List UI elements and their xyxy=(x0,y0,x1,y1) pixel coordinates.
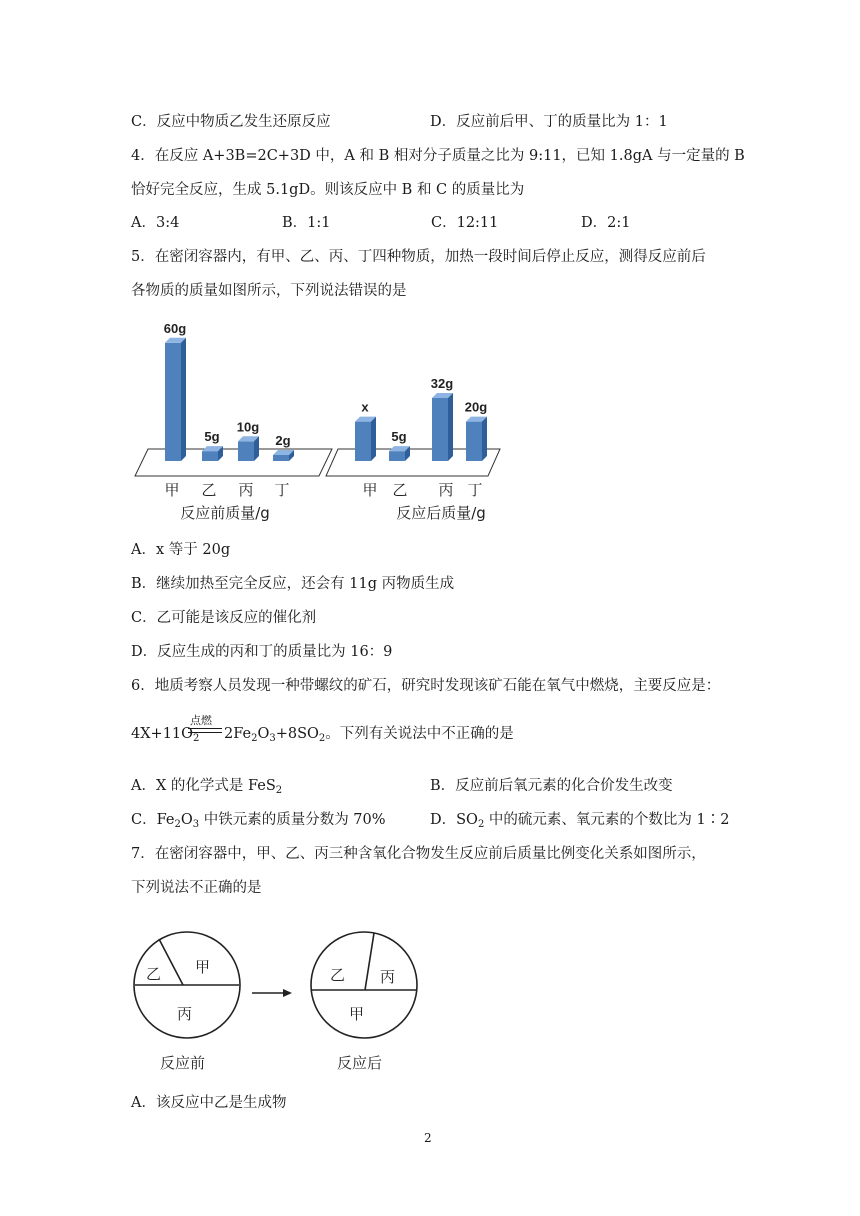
chart-0-category-0: 甲 xyxy=(164,481,180,499)
chart-0-category-1: 乙 xyxy=(201,481,217,499)
q6-option-b: B．反应前后氧元素的化合价发生改变 xyxy=(430,778,673,794)
q7-stem-line1: 7．在密闭容器中，甲、乙、丙三种含氧化合物发生反应前后质量比例变化关系如图所示， xyxy=(131,846,706,862)
chart-0-data-label-3: 2g xyxy=(275,433,291,448)
q5-option-a: A．x 等于 20g xyxy=(131,542,231,558)
q4-option-a: A．3:4 xyxy=(131,215,180,231)
after-caption: 反应后 xyxy=(337,1054,383,1072)
chart-1-title: 反应后质量/g xyxy=(396,504,486,522)
after-jia-label: 甲 xyxy=(349,1005,365,1023)
chart-0-data-label-0: 60g xyxy=(163,320,187,336)
chart-1-category-3: 丁 xyxy=(467,481,483,499)
chart-0-data-label-2: 10g xyxy=(236,419,260,435)
q5-option-d: D．反应生成的丙和丁的质量比为 16：9 xyxy=(131,644,393,660)
before-bing-label: 丙 xyxy=(177,1005,193,1023)
chart-1-data-label-2: 32g xyxy=(430,375,454,391)
q4-option-b: B．1:1 xyxy=(282,215,331,231)
chart-1-data-label-3: 20g xyxy=(464,399,488,415)
reaction-condition: 点燃 xyxy=(190,714,212,727)
chart-0-title: 反应前质量/g xyxy=(180,504,270,522)
q6-option-c: C．$Fe_2O_3$ 中铁元素的质量分数为 70% xyxy=(131,812,386,830)
chart-1-data-label-0: x xyxy=(361,399,369,415)
q3-option-c: C．反应中物质乙发生还原反应 xyxy=(131,114,331,130)
q7-option-a: A．该反应中乙是生成物 xyxy=(131,1095,287,1111)
after-yi-label: 乙 xyxy=(330,966,346,984)
q6-option-a: A．X 的化学式是 FeS$_2$ xyxy=(131,778,283,796)
q5-stem-line2: 各物质的质量如图所示，下列说法错误的是 xyxy=(131,283,407,299)
before-yi-label: 乙 xyxy=(146,965,162,983)
before-jia-label: 甲 xyxy=(195,958,211,976)
chart-1-category-2: 丙 xyxy=(438,481,454,499)
q5-stem-line1: 5．在密闭容器内，有甲、乙、丙、丁四种物质，加热一段时间后停止反应，测得反应前后 xyxy=(131,249,706,265)
page-number: 2 xyxy=(424,1131,432,1145)
q5-option-c: C．乙可能是该反应的催化剂 xyxy=(131,610,317,626)
q5-option-b: B．继续加热至完全反应，还会有 11g 丙物质生成 xyxy=(131,576,455,592)
chart-0-category-2: 丙 xyxy=(238,481,254,499)
q7-stem-line2: 下列说法不正确的是 xyxy=(131,880,262,896)
q4-stem-line2: 恰好完全反应，生成 5.1gD。则该反应中 B 和 C 的质量比为 xyxy=(131,182,525,198)
q6-equation-right: $2Fe_2O_3+8SO_2$。下列有关说法中不正确的是 xyxy=(224,726,514,744)
after-bing-label: 丙 xyxy=(380,968,396,986)
chart-1-data-label-1: 5g xyxy=(391,429,407,445)
q4-option-c: C．12:11 xyxy=(431,215,499,231)
q6-stem-line1: 6．地质考察人员发现一种带螺纹的矿石，研究时发现该矿石能在氧气中燃烧，主要反应是： xyxy=(131,678,721,694)
q6-option-d: D．$SO_2$ 中的硫元素、氧元素的个数比为 1∶2 xyxy=(430,812,730,830)
chart-0-data-label-1: 5g xyxy=(204,429,220,445)
q3-option-d: D．反应前后甲、丁的质量比为 1：1 xyxy=(430,114,668,130)
before-caption: 反应前 xyxy=(160,1054,206,1072)
q6-equation-left: $4X+11O_2$ xyxy=(131,726,200,744)
chart-0-category-3: 丁 xyxy=(274,481,290,499)
q4-option-d: D．2:1 xyxy=(581,215,631,231)
q4-stem-line1: 4．在反应 A+3B=2C+3D 中，A 和 B 相对分子质量之比为 9:11，已知 1.8gA 与一定量的 B xyxy=(131,148,745,164)
chart-1-category-1: 乙 xyxy=(392,481,408,499)
chart-1-category-0: 甲 xyxy=(362,481,378,499)
